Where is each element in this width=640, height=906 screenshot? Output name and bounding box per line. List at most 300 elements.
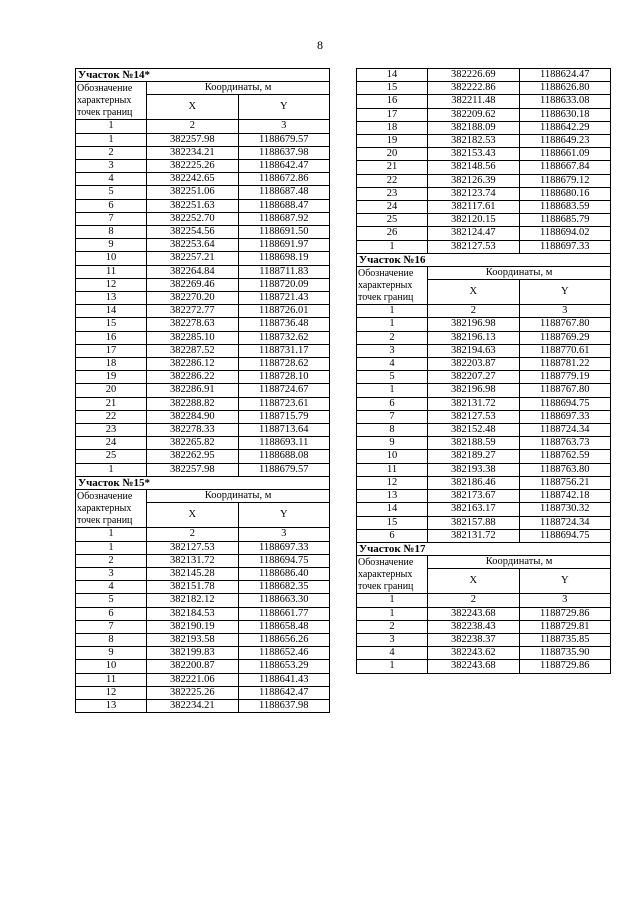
point-number: 7 (76, 212, 147, 225)
table-row (76, 344, 330, 357)
x-coordinate: 382286.91 (147, 384, 238, 397)
y-coordinate: 1188649.23 (519, 135, 610, 148)
x-coordinate: 382157.88 (428, 516, 519, 529)
x-coordinate: 382242.65 (147, 173, 238, 186)
table-row (357, 476, 611, 489)
y-coordinate: 1188688.08 (238, 450, 329, 463)
header-number-row (76, 120, 330, 133)
y-coordinate: 1188693.11 (238, 437, 329, 450)
point-number: 4 (76, 581, 147, 594)
point-number: 19 (357, 135, 428, 148)
header-x-label: X (428, 569, 519, 594)
x-coordinate: 382182.12 (147, 594, 238, 607)
y-coordinate: 1188729.81 (519, 620, 610, 633)
point-number: 25 (357, 214, 428, 227)
table-row (76, 567, 330, 580)
y-coordinate: 1188661.77 (238, 607, 329, 620)
table-row (76, 358, 330, 371)
table-row (76, 647, 330, 660)
header-number: 2 (428, 594, 519, 607)
header-y-label: Y (519, 569, 610, 594)
point-number: 6 (357, 397, 428, 410)
point-number: 6 (76, 607, 147, 620)
x-coordinate: 382131.72 (428, 397, 519, 410)
table-row (76, 437, 330, 450)
y-coordinate: 1188642.29 (519, 121, 610, 134)
x-coordinate: 382234.21 (147, 146, 238, 159)
header-number: 1 (76, 120, 147, 133)
y-coordinate: 1188724.34 (519, 424, 610, 437)
table-row (76, 146, 330, 159)
table-row (357, 187, 611, 200)
table-row (76, 594, 330, 607)
point-number: 8 (76, 226, 147, 239)
table-row (357, 135, 611, 148)
section-title: Участок №15* (76, 476, 330, 489)
table-row (76, 292, 330, 305)
x-coordinate: 382286.12 (147, 358, 238, 371)
header-row (76, 490, 330, 503)
header-number: 3 (238, 120, 329, 133)
point-number: 6 (357, 529, 428, 542)
header-coordinates-label: Координаты, м (147, 82, 330, 95)
x-coordinate: 382251.63 (147, 199, 238, 212)
y-coordinate: 1188694.75 (519, 397, 610, 410)
header-number-row (357, 305, 611, 318)
header-row (357, 556, 611, 569)
header-number: 3 (238, 528, 329, 541)
table-row (76, 278, 330, 291)
point-number: 2 (357, 620, 428, 633)
point-number: 24 (357, 201, 428, 214)
right-column (356, 68, 611, 674)
point-number: 22 (357, 174, 428, 187)
point-number: 1 (357, 318, 428, 331)
point-number: 9 (76, 239, 147, 252)
y-coordinate: 1188641.43 (238, 673, 329, 686)
point-number: 14 (357, 69, 428, 82)
point-number: 1 (357, 240, 428, 253)
y-coordinate: 1188637.98 (238, 699, 329, 712)
x-coordinate: 382151.78 (147, 581, 238, 594)
y-coordinate: 1188697.33 (519, 410, 610, 423)
x-coordinate: 382126.39 (428, 174, 519, 187)
header-point-label: Обозначение характерных точек границ (357, 556, 428, 594)
header-coordinates-label: Координаты, м (147, 490, 330, 503)
point-number: 13 (76, 292, 147, 305)
x-coordinate: 382152.48 (428, 424, 519, 437)
y-coordinate: 1188715.79 (238, 410, 329, 423)
point-number: 1 (357, 384, 428, 397)
table-row (357, 397, 611, 410)
x-coordinate: 382253.64 (147, 239, 238, 252)
point-number: 10 (76, 660, 147, 673)
y-coordinate: 1188723.61 (238, 397, 329, 410)
table-row (76, 199, 330, 212)
y-coordinate: 1188691.50 (238, 226, 329, 239)
y-coordinate: 1188726.01 (238, 305, 329, 318)
point-number: 12 (76, 278, 147, 291)
y-coordinate: 1188686.40 (238, 567, 329, 580)
y-coordinate: 1188781.22 (519, 358, 610, 371)
y-coordinate: 1188691.97 (238, 239, 329, 252)
x-coordinate: 382196.98 (428, 384, 519, 397)
y-coordinate: 1188667.84 (519, 161, 610, 174)
y-coordinate: 1188682.35 (238, 581, 329, 594)
header-number: 2 (428, 305, 519, 318)
y-coordinate: 1188680.16 (519, 187, 610, 200)
y-coordinate: 1188721.43 (238, 292, 329, 305)
x-coordinate: 382207.27 (428, 371, 519, 384)
table-row (357, 201, 611, 214)
header-x-label: X (147, 503, 238, 528)
point-number: 1 (76, 541, 147, 554)
table-row (76, 305, 330, 318)
point-number: 11 (76, 673, 147, 686)
y-coordinate: 1188724.67 (238, 384, 329, 397)
x-coordinate: 382252.70 (147, 212, 238, 225)
table-row (357, 529, 611, 542)
y-coordinate: 1188697.33 (519, 240, 610, 253)
y-coordinate: 1188698.19 (238, 252, 329, 265)
section-title: Участок №16 (357, 253, 611, 266)
y-coordinate: 1188762.59 (519, 450, 610, 463)
x-coordinate: 382243.68 (428, 607, 519, 620)
y-coordinate: 1188735.85 (519, 633, 610, 646)
y-coordinate: 1188637.98 (238, 146, 329, 159)
point-number: 23 (357, 187, 428, 200)
x-coordinate: 382131.72 (147, 554, 238, 567)
x-coordinate: 382222.86 (428, 82, 519, 95)
y-coordinate: 1188728.62 (238, 358, 329, 371)
table-row (76, 318, 330, 331)
y-coordinate: 1188767.80 (519, 384, 610, 397)
point-number: 20 (76, 384, 147, 397)
point-number: 13 (76, 699, 147, 712)
section-title-row (357, 253, 611, 266)
point-number: 5 (76, 594, 147, 607)
header-number: 2 (147, 120, 238, 133)
y-coordinate: 1188633.08 (519, 95, 610, 108)
table-row (357, 503, 611, 516)
x-coordinate: 382243.62 (428, 647, 519, 660)
point-number: 12 (76, 686, 147, 699)
y-coordinate: 1188624.47 (519, 69, 610, 82)
x-coordinate: 382238.43 (428, 620, 519, 633)
x-coordinate: 382225.26 (147, 160, 238, 173)
point-number: 5 (357, 371, 428, 384)
x-coordinate: 382163.17 (428, 503, 519, 516)
table-row (357, 121, 611, 134)
table-row (76, 424, 330, 437)
y-coordinate: 1188656.26 (238, 633, 329, 646)
y-coordinate: 1188731.17 (238, 344, 329, 357)
table-row (357, 214, 611, 227)
header-row (357, 267, 611, 280)
table-row (76, 541, 330, 554)
x-coordinate: 382153.43 (428, 148, 519, 161)
x-coordinate: 382251.06 (147, 186, 238, 199)
point-number: 3 (357, 344, 428, 357)
point-number: 17 (357, 108, 428, 121)
table-row (76, 186, 330, 199)
y-coordinate: 1188642.47 (238, 686, 329, 699)
point-number: 14 (76, 305, 147, 318)
point-number: 18 (357, 121, 428, 134)
table-row (76, 397, 330, 410)
table-row (76, 384, 330, 397)
y-coordinate: 1188724.34 (519, 516, 610, 529)
x-coordinate: 382285.10 (147, 331, 238, 344)
point-number: 11 (357, 463, 428, 476)
point-number: 17 (76, 344, 147, 357)
section-title-row (76, 69, 330, 82)
y-coordinate: 1188730.32 (519, 503, 610, 516)
table-row (357, 227, 611, 240)
y-coordinate: 1188679.57 (238, 133, 329, 146)
point-number: 11 (76, 265, 147, 278)
header-number: 3 (519, 305, 610, 318)
x-coordinate: 382189.27 (428, 450, 519, 463)
point-number: 1 (357, 607, 428, 620)
table-row (76, 673, 330, 686)
y-coordinate: 1188763.80 (519, 463, 610, 476)
y-coordinate: 1188770.61 (519, 344, 610, 357)
x-coordinate: 382234.21 (147, 699, 238, 712)
point-number: 4 (357, 358, 428, 371)
point-number: 4 (76, 173, 147, 186)
point-number: 23 (76, 424, 147, 437)
table-row (357, 384, 611, 397)
x-coordinate: 382188.09 (428, 121, 519, 134)
y-coordinate: 1188683.59 (519, 201, 610, 214)
table-row (357, 660, 611, 673)
point-number: 9 (76, 647, 147, 660)
point-number: 22 (76, 410, 147, 423)
point-number: 1 (76, 133, 147, 146)
point-number: 10 (76, 252, 147, 265)
x-coordinate: 382182.53 (428, 135, 519, 148)
point-number: 9 (357, 437, 428, 450)
x-coordinate: 382278.33 (147, 424, 238, 437)
table-row (357, 174, 611, 187)
x-coordinate: 382257.98 (147, 463, 238, 476)
x-coordinate: 382124.47 (428, 227, 519, 240)
y-coordinate: 1188728.10 (238, 371, 329, 384)
point-number: 25 (76, 450, 147, 463)
table-row (76, 173, 330, 186)
x-coordinate: 382196.98 (428, 318, 519, 331)
table-row (76, 371, 330, 384)
x-coordinate: 382193.58 (147, 633, 238, 646)
table-row (357, 108, 611, 121)
table-row (76, 212, 330, 225)
x-coordinate: 382262.95 (147, 450, 238, 463)
table-row (357, 607, 611, 620)
y-coordinate: 1188652.46 (238, 647, 329, 660)
point-number: 3 (357, 633, 428, 646)
header-point-label: Обозначение характерных точек границ (357, 267, 428, 305)
table-row (357, 450, 611, 463)
y-coordinate: 1188720.09 (238, 278, 329, 291)
table-row (357, 344, 611, 357)
table-row (357, 358, 611, 371)
x-coordinate: 382243.68 (428, 660, 519, 673)
x-coordinate: 382287.52 (147, 344, 238, 357)
header-number: 1 (357, 594, 428, 607)
table-row (76, 450, 330, 463)
x-coordinate: 382286.22 (147, 371, 238, 384)
x-coordinate: 382127.53 (428, 410, 519, 423)
section-title-row (357, 542, 611, 555)
point-number: 21 (76, 397, 147, 410)
table-row (357, 437, 611, 450)
y-coordinate: 1188742.18 (519, 490, 610, 503)
y-coordinate: 1188630.18 (519, 108, 610, 121)
x-coordinate: 382257.21 (147, 252, 238, 265)
header-number: 2 (147, 528, 238, 541)
y-coordinate: 1188653.29 (238, 660, 329, 673)
y-coordinate: 1188736.48 (238, 318, 329, 331)
y-coordinate: 1188697.33 (238, 541, 329, 554)
table-row (357, 490, 611, 503)
x-coordinate: 382269.46 (147, 278, 238, 291)
x-coordinate: 382264.84 (147, 265, 238, 278)
y-coordinate: 1188713.64 (238, 424, 329, 437)
table-row (76, 133, 330, 146)
table-row (76, 554, 330, 567)
y-coordinate: 1188626.80 (519, 82, 610, 95)
y-coordinate: 1188779.19 (519, 371, 610, 384)
point-number: 16 (76, 331, 147, 344)
section-title: Участок №14* (76, 69, 330, 82)
y-coordinate: 1188663.30 (238, 594, 329, 607)
x-coordinate: 382145.28 (147, 567, 238, 580)
y-coordinate: 1188661.09 (519, 148, 610, 161)
x-coordinate: 382278.63 (147, 318, 238, 331)
y-coordinate: 1188672.86 (238, 173, 329, 186)
x-coordinate: 382211.48 (428, 95, 519, 108)
point-number: 8 (357, 424, 428, 437)
y-coordinate: 1188756.21 (519, 476, 610, 489)
point-number: 7 (76, 620, 147, 633)
header-number: 3 (519, 594, 610, 607)
x-coordinate: 382148.56 (428, 161, 519, 174)
table-row (76, 581, 330, 594)
header-y-label: Y (238, 503, 329, 528)
x-coordinate: 382193.38 (428, 463, 519, 476)
y-coordinate: 1188694.75 (238, 554, 329, 567)
x-coordinate: 382257.98 (147, 133, 238, 146)
x-coordinate: 382225.26 (147, 686, 238, 699)
point-number: 5 (76, 186, 147, 199)
point-number: 20 (357, 148, 428, 161)
point-number: 24 (76, 437, 147, 450)
y-coordinate: 1188694.02 (519, 227, 610, 240)
x-coordinate: 382209.62 (428, 108, 519, 121)
header-x-label: X (428, 280, 519, 305)
header-row (76, 82, 330, 95)
point-number: 2 (76, 146, 147, 159)
table-row (357, 82, 611, 95)
header-number-row (357, 594, 611, 607)
x-coordinate: 382200.87 (147, 660, 238, 673)
table-row (357, 240, 611, 253)
point-number: 1 (76, 463, 147, 476)
x-coordinate: 382272.77 (147, 305, 238, 318)
table-row (76, 463, 330, 476)
x-coordinate: 382184.53 (147, 607, 238, 620)
point-number: 26 (357, 227, 428, 240)
y-coordinate: 1188694.75 (519, 529, 610, 542)
point-number: 21 (357, 161, 428, 174)
y-coordinate: 1188685.79 (519, 214, 610, 227)
x-coordinate: 382284.90 (147, 410, 238, 423)
x-coordinate: 382131.72 (428, 529, 519, 542)
point-number: 7 (357, 410, 428, 423)
section-title: Участок №17 (357, 542, 611, 555)
coordinates-table-left (75, 68, 330, 713)
point-number: 15 (357, 82, 428, 95)
x-coordinate: 382288.82 (147, 397, 238, 410)
table-row (76, 410, 330, 423)
y-coordinate: 1188763.73 (519, 437, 610, 450)
table-row (357, 161, 611, 174)
table-row (357, 148, 611, 161)
header-number-row (76, 528, 330, 541)
table-row (357, 318, 611, 331)
y-coordinate: 1188767.80 (519, 318, 610, 331)
point-number: 6 (76, 199, 147, 212)
y-coordinate: 1188688.47 (238, 199, 329, 212)
table-row (357, 69, 611, 82)
x-coordinate: 382123.74 (428, 187, 519, 200)
point-number: 13 (357, 490, 428, 503)
y-coordinate: 1188679.12 (519, 174, 610, 187)
x-coordinate: 382173.67 (428, 490, 519, 503)
y-coordinate: 1188711.83 (238, 265, 329, 278)
table-row (357, 410, 611, 423)
table-row (76, 239, 330, 252)
y-coordinate: 1188769.29 (519, 331, 610, 344)
x-coordinate: 382186.46 (428, 476, 519, 489)
y-coordinate: 1188729.86 (519, 607, 610, 620)
table-row (76, 265, 330, 278)
x-coordinate: 382270.20 (147, 292, 238, 305)
point-number: 1 (357, 660, 428, 673)
point-number: 18 (76, 358, 147, 371)
header-y-label: Y (519, 280, 610, 305)
point-number: 3 (76, 160, 147, 173)
x-coordinate: 382226.69 (428, 69, 519, 82)
table-row (357, 424, 611, 437)
x-coordinate: 382127.53 (147, 541, 238, 554)
table-row (76, 226, 330, 239)
y-coordinate: 1188679.57 (238, 463, 329, 476)
header-coordinates-label: Координаты, м (428, 556, 611, 569)
table-row (357, 95, 611, 108)
point-number: 19 (76, 371, 147, 384)
point-number: 2 (357, 331, 428, 344)
table-row (76, 160, 330, 173)
x-coordinate: 382190.19 (147, 620, 238, 633)
table-row (76, 686, 330, 699)
point-number: 16 (357, 95, 428, 108)
table-row (357, 620, 611, 633)
x-coordinate: 382196.13 (428, 331, 519, 344)
table-row (357, 371, 611, 384)
table-row (76, 660, 330, 673)
